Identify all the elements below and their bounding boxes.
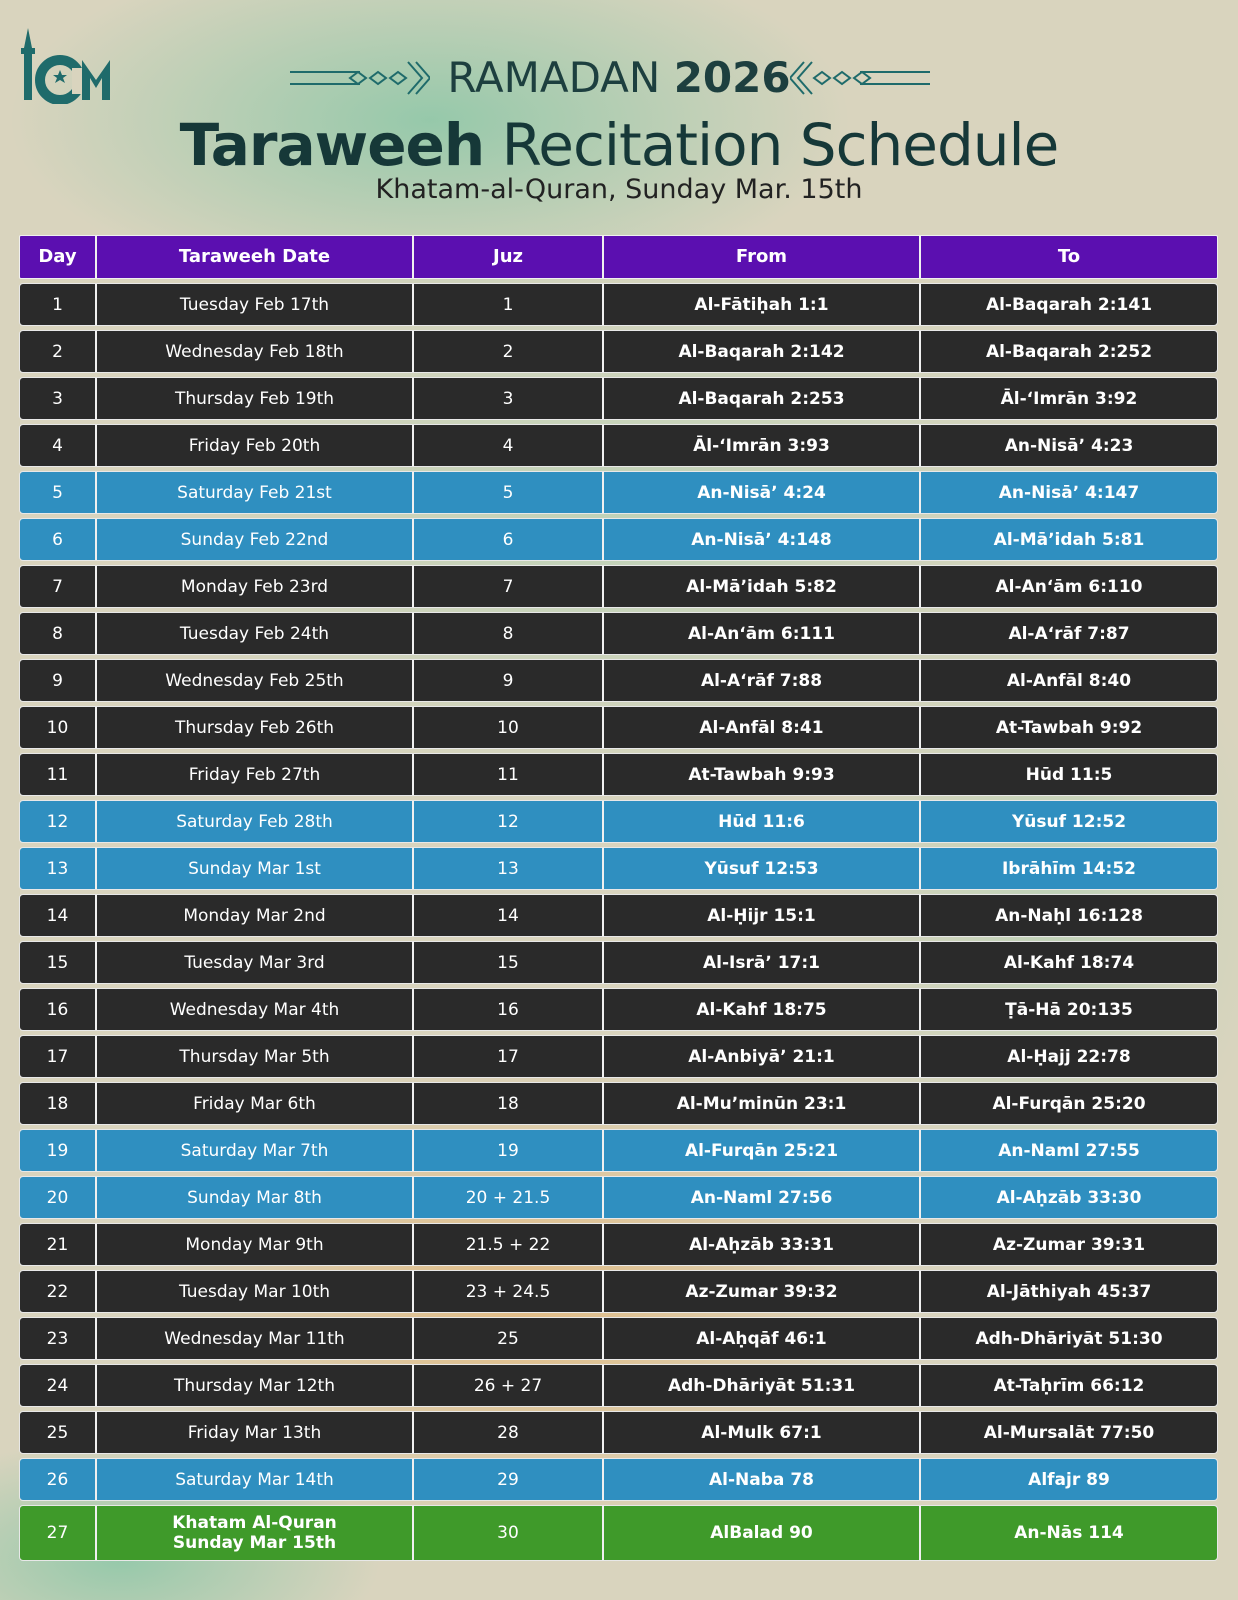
cell-day: 11 — [20, 754, 97, 795]
cell-juz: 8 — [414, 613, 604, 654]
cell-juz: 16 — [414, 989, 604, 1030]
table-row — [19, 847, 1218, 890]
cell-date: Monday Mar 9th — [97, 1224, 414, 1265]
cell-from: Al-Mulk 67:1 — [604, 1412, 921, 1453]
cell-to: At-Tawbah 9:92 — [995, 717, 1143, 738]
cell-date: Thursday Feb 19th — [97, 378, 414, 419]
cell-from: Al-Aḥqāf 46:1 — [604, 1318, 921, 1359]
cell-to: An-Nisāʼ 4:147 — [998, 482, 1140, 503]
cell-date: Saturday Mar 14th — [97, 1459, 414, 1500]
table-row — [19, 894, 1218, 937]
table-row — [19, 800, 1218, 843]
cell-day: 19 — [20, 1130, 97, 1171]
cell-from: Al-Ḥijr 15:1 — [604, 895, 921, 936]
cell-date: Wednesday Mar 4th — [97, 989, 414, 1030]
col-header-to: To — [1057, 246, 1081, 267]
cell-day: 13 — [20, 848, 97, 889]
cell-day: 15 — [20, 942, 97, 983]
table-row — [19, 1411, 1218, 1454]
col-header-date: Taraweeh Date — [97, 236, 414, 278]
cell-to: Al-Aʻrāf 7:87 — [1008, 623, 1130, 644]
cell-day: 23 — [20, 1318, 97, 1359]
cell-to: Al-Aḥzāb 33:30 — [996, 1187, 1142, 1208]
cell-to: Ibrāhīm 14:52 — [1001, 858, 1137, 879]
table-row — [19, 424, 1218, 467]
cell-to: Al-Anʻām 6:110 — [995, 576, 1143, 597]
cell-date: Tuesday Feb 17th — [97, 284, 414, 325]
cell-to: Hūd 11:5 — [1025, 764, 1113, 785]
cell-date: Thursday Feb 26th — [97, 707, 414, 748]
cell-to: An-Nisāʼ 4:23 — [1004, 435, 1134, 456]
cell-from: Al-Fātiḥah 1:1 — [604, 284, 921, 325]
cell-day: 20 — [20, 1177, 97, 1218]
cell-from: Al-Anʻām 6:111 — [604, 613, 921, 654]
table-row — [19, 659, 1218, 702]
cell-to: An-Naḥl 16:128 — [995, 905, 1143, 926]
cell-from: Al-Isrāʼ 17:1 — [604, 942, 921, 983]
table-row — [19, 1129, 1218, 1172]
cell-juz: 5 — [414, 472, 604, 513]
cell-date: Friday Mar 13th — [97, 1412, 414, 1453]
table-row — [19, 1223, 1218, 1266]
cell-to: Al-Jāthiyah 45:37 — [986, 1281, 1152, 1302]
cell-date-line1: Khatam Al-Quran — [172, 1513, 337, 1533]
cell-juz: 14 — [414, 895, 604, 936]
cell-date: Saturday Feb 28th — [97, 801, 414, 842]
cell-juz: 10 — [414, 707, 604, 748]
cell-from: AlBalad 90 — [604, 1506, 921, 1560]
table-row — [19, 518, 1218, 561]
cell-from: Al-Baqarah 2:142 — [604, 331, 921, 372]
cell-date: Sunday Mar 1st — [97, 848, 414, 889]
cell-date — [97, 1506, 414, 1560]
cell-to: Ṭā-Hā 20:135 — [1005, 999, 1133, 1020]
cell-from: An-Naml 27:56 — [604, 1177, 921, 1218]
ramadan-label: RAMADAN — [447, 53, 661, 102]
cell-from: Al-Baqarah 2:253 — [604, 378, 921, 419]
table-row — [19, 706, 1218, 749]
cell-date: Saturday Mar 7th — [97, 1130, 414, 1171]
table-row — [19, 1176, 1218, 1219]
cell-to: Adh-Dhāriyāt 51:30 — [975, 1328, 1163, 1349]
table-header — [19, 235, 1218, 279]
cell-day: 3 — [20, 378, 97, 419]
cell-date: Monday Feb 23rd — [97, 566, 414, 607]
cell-date: Wednesday Feb 25th — [97, 660, 414, 701]
cell-juz: 1 — [414, 284, 604, 325]
cell-date: Wednesday Mar 11th — [97, 1318, 414, 1359]
cell-juz: 11 — [414, 754, 604, 795]
cell-to: Al-Furqān 25:20 — [992, 1093, 1146, 1114]
cell-date: Thursday Mar 12th — [97, 1365, 414, 1406]
cell-juz: 19 — [414, 1130, 604, 1171]
cell-to: Az-Zumar 39:31 — [992, 1234, 1146, 1255]
cell-from: Al-Kahf 18:75 — [604, 989, 921, 1030]
table-row — [19, 988, 1218, 1031]
table-row — [19, 1317, 1218, 1360]
cell-day: 14 — [20, 895, 97, 936]
cell-juz: 15 — [414, 942, 604, 983]
col-header-day: Day — [20, 236, 97, 278]
title-bold: Taraweeh — [179, 111, 485, 179]
cell-day: 18 — [20, 1083, 97, 1124]
cell-day: 17 — [20, 1036, 97, 1077]
cell-to: An-Nās 114 — [1014, 1523, 1124, 1543]
table-body — [19, 283, 1218, 1561]
col-header-juz: Juz — [414, 236, 604, 278]
cell-juz: 29 — [414, 1459, 604, 1500]
cell-from: Az-Zumar 39:32 — [604, 1271, 921, 1312]
cell-date: Saturday Feb 21st — [97, 472, 414, 513]
table-row — [19, 377, 1218, 420]
ramadan-title — [0, 52, 1238, 104]
cell-day: 4 — [20, 425, 97, 466]
cell-day: 27 — [20, 1506, 97, 1560]
cell-day: 1 — [20, 284, 97, 325]
cell-date: Wednesday Feb 18th — [97, 331, 414, 372]
table-row — [19, 753, 1218, 796]
cell-day: 26 — [20, 1459, 97, 1500]
table-row — [19, 1035, 1218, 1078]
cell-juz: 21.5 + 22 — [414, 1224, 604, 1265]
cell-to: Al-Mursalāt 77:50 — [983, 1422, 1155, 1443]
table-row — [19, 612, 1218, 655]
cell-from: Al-Aḥzāb 33:31 — [604, 1224, 921, 1265]
page-title — [0, 110, 1238, 180]
cell-from: Al-Anfāl 8:41 — [604, 707, 921, 748]
cell-juz: 18 — [414, 1083, 604, 1124]
cell-from: Al-Furqān 25:21 — [604, 1130, 921, 1171]
cell-juz: 13 — [414, 848, 604, 889]
cell-juz: 4 — [414, 425, 604, 466]
schedule-table — [19, 235, 1218, 1561]
cell-from: Al-Anbiyāʼ 21:1 — [604, 1036, 921, 1077]
ramadan-year: 2026 — [673, 53, 791, 102]
cell-day: 6 — [20, 519, 97, 560]
cell-date: Sunday Feb 22nd — [97, 519, 414, 560]
cell-from: At-Tawbah 9:93 — [604, 754, 921, 795]
title-rest: Recitation Schedule — [501, 111, 1059, 179]
table-row — [19, 941, 1218, 984]
table-row — [19, 1082, 1218, 1125]
table-row — [19, 283, 1218, 326]
cell-day: 21 — [20, 1224, 97, 1265]
cell-day: 24 — [20, 1365, 97, 1406]
cell-day: 8 — [20, 613, 97, 654]
cell-to: Al-Kahf 18:74 — [1003, 952, 1135, 973]
cell-day: 7 — [20, 566, 97, 607]
cell-from: Al-Muʼminūn 23:1 — [604, 1083, 921, 1124]
cell-date: Tuesday Feb 24th — [97, 613, 414, 654]
cell-date: Thursday Mar 5th — [97, 1036, 414, 1077]
cell-juz: 17 — [414, 1036, 604, 1077]
cell-day: 16 — [20, 989, 97, 1030]
cell-to: Āl-ʻImrān 3:92 — [1000, 388, 1138, 409]
cell-juz: 26 + 27 — [414, 1365, 604, 1406]
cell-juz: 12 — [414, 801, 604, 842]
cell-day: 9 — [20, 660, 97, 701]
cell-juz: 20 + 21.5 — [414, 1177, 604, 1218]
cell-day: 2 — [20, 331, 97, 372]
cell-date: Tuesday Mar 3rd — [97, 942, 414, 983]
cell-from: Adh-Dhāriyāt 51:31 — [604, 1365, 921, 1406]
cell-juz: 6 — [414, 519, 604, 560]
cell-juz: 23 + 24.5 — [414, 1271, 604, 1312]
cell-from: Hūd 11:6 — [604, 801, 921, 842]
cell-from: Al-Naba 78 — [604, 1459, 921, 1500]
cell-day: 22 — [20, 1271, 97, 1312]
table-row — [19, 1505, 1218, 1561]
cell-from: An-Nisāʼ 4:24 — [604, 472, 921, 513]
cell-to: Al-Baqarah 2:252 — [985, 341, 1153, 362]
cell-day: 12 — [20, 801, 97, 842]
subtitle: Khatam-al-Quran, Sunday Mar. 15th — [375, 174, 863, 205]
cell-to: Al-Anfāl 8:40 — [1006, 670, 1132, 691]
cell-date: Friday Mar 6th — [97, 1083, 414, 1124]
cell-from: Yūsuf 12:53 — [604, 848, 921, 889]
table-row — [19, 330, 1218, 373]
cell-juz: 2 — [414, 331, 604, 372]
cell-to: Alfajr 89 — [1028, 1469, 1110, 1490]
cell-to: An-Naml 27:55 — [998, 1140, 1140, 1161]
cell-date-line2: Sunday Mar 15th — [172, 1533, 337, 1553]
cell-from: Al-Māʼidah 5:82 — [604, 566, 921, 607]
table-row — [19, 1270, 1218, 1313]
cell-from: An-Nisāʼ 4:148 — [604, 519, 921, 560]
table-row — [19, 1458, 1218, 1501]
cell-day: 5 — [20, 472, 97, 513]
cell-from: Āl-ʻImrān 3:93 — [604, 425, 921, 466]
cell-juz: 28 — [414, 1412, 604, 1453]
table-row — [19, 1364, 1218, 1407]
cell-juz: 9 — [414, 660, 604, 701]
cell-date: Sunday Mar 8th — [97, 1177, 414, 1218]
cell-to: Al-Ḥajj 22:78 — [1007, 1046, 1131, 1067]
cell-to: Al-Baqarah 2:141 — [985, 294, 1153, 315]
cell-to: Al-Māʼidah 5:81 — [993, 529, 1145, 550]
cell-date: Friday Feb 27th — [97, 754, 414, 795]
table-row — [19, 565, 1218, 608]
cell-juz: 30 — [414, 1506, 604, 1560]
cell-juz: 3 — [414, 378, 604, 419]
cell-juz: 7 — [414, 566, 604, 607]
table-row — [19, 471, 1218, 514]
cell-to: Yūsuf 12:52 — [1011, 811, 1127, 832]
cell-from: Al-Aʻrāf 7:88 — [604, 660, 921, 701]
cell-to: At-Taḥrīm 66:12 — [993, 1375, 1145, 1396]
cell-juz: 25 — [414, 1318, 604, 1359]
cell-date: Monday Mar 2nd — [97, 895, 414, 936]
cell-date: Friday Feb 20th — [97, 425, 414, 466]
col-header-from: From — [604, 236, 921, 278]
cell-day: 25 — [20, 1412, 97, 1453]
cell-date: Tuesday Mar 10th — [97, 1271, 414, 1312]
cell-day: 10 — [20, 707, 97, 748]
